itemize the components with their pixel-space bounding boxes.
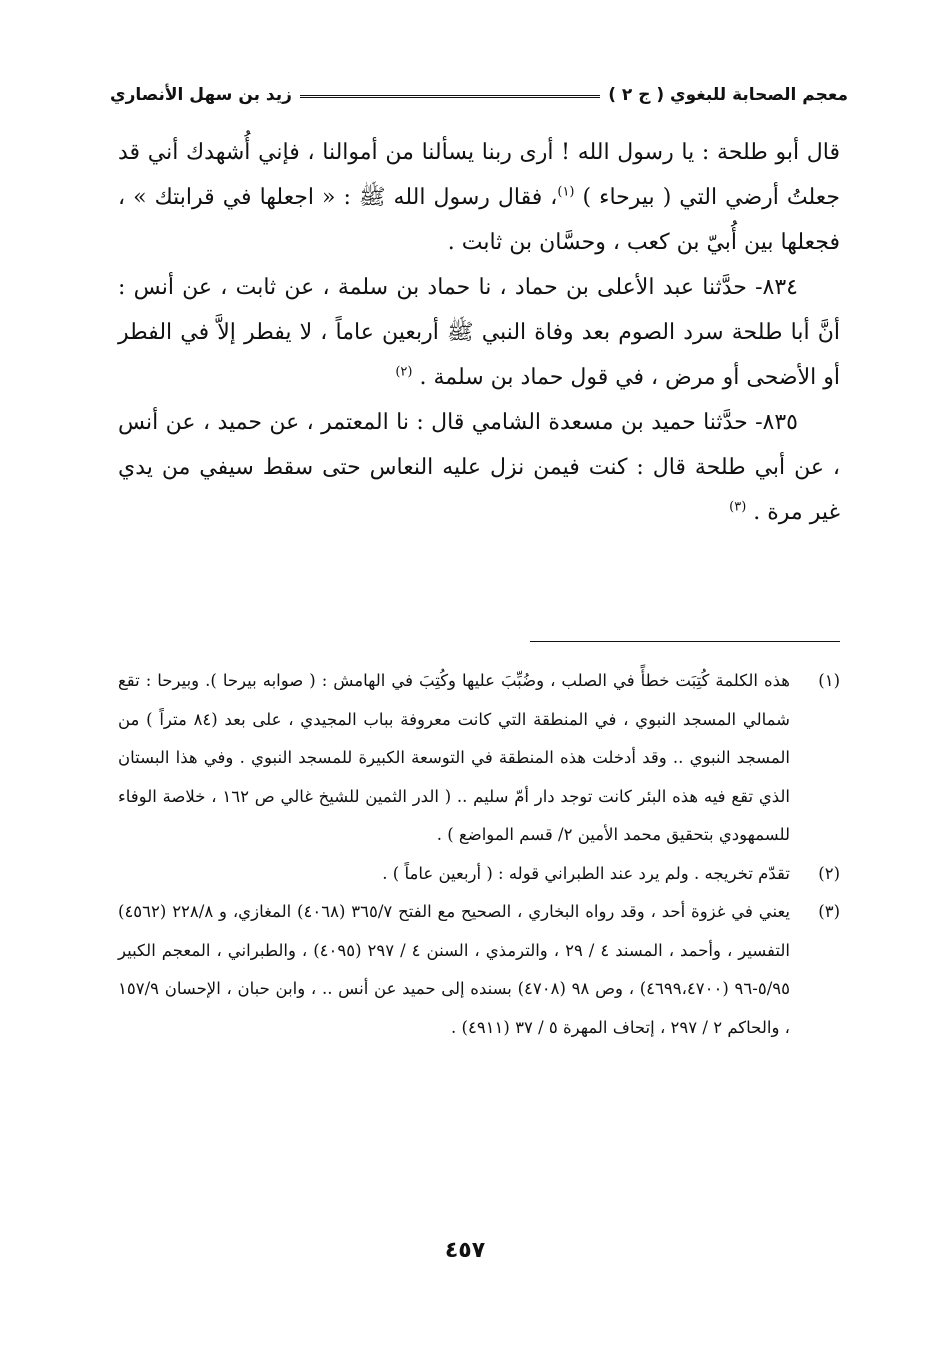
- hadith-834-text: ٨٣٤- حدَّثنا عبد الأعلى بن حماد ، نا حماد بن سلمة ، عن ثابت ، عن أنس : أنَّ أبا طلحة سرد الصوم بعد وفاة النبي ﷺ أربعين عاماً ، لا يفطر إلاَّ في الفطر أو الأضحى أو مرض ، في قول حماد بن سلمة .: [118, 275, 840, 390]
- hadith-834: [118, 265, 840, 400]
- page-number: ٤٥٧: [444, 1238, 486, 1263]
- footnote-text: هذه الكلمة كُتِبَت خطأً في الصلب ، وضُبِّبَ عليها وكُتِبَ في الهامش : ( صوابه بيرحا ). وبيرحا : تقع شمالي المسجد النبوي ، في المنطقة التي كانت معروفة بباب المجيدي ، على بعد (٨٤ متراً ) من المسجد النبوي .. وقد أدخلت هذه المنطقة في التوسعة الكبيرة للمسجد النبوي . وفي هذا البستان الذي تقع فيه هذه البئر كانت توجد دار أمّ سليم .. ( الدر الثمين للشيخ غالي ص ١٦٢ ، خلاصة الوفاء للسمهودي بتحقيق محمد الأمين ٢/ قسم المواضع ) .: [118, 671, 791, 844]
- paragraph-1: [118, 130, 840, 265]
- footnote-3: [118, 893, 840, 1047]
- header-rule: [300, 95, 600, 98]
- footnote-number: (١): [818, 671, 840, 690]
- hadith-835: [118, 400, 840, 535]
- footnote-separator: [530, 641, 840, 642]
- footnote-text: يعني في غزوة أحد ، وقد رواه البخاري ، الصحيح مع الفتح ٣٦٥/٧ (٤٠٦٨) المغازي، و ٢٢٨/٨ (٤٥٦٢) التفسير ، وأحمد ، المسند ٤ / ٢٩ ، والترمذي ، السنن ٤ / ٢٩٧ (٤٠٩٥) ، والطبراني ، المعجم الكبير ٥/٩٥-٩٦ (٤٦٩٩،٤٧٠٠) ، وص ٩٨ (٤٧٠٨) بسنده إلى حميد عن أنس .. ، وابن حبان ، الإحسان ١٥٧/٩ ، والحاكم ٢ / ٢٩٧ ، إتحاف المهرة ٥ / ٣٧ (٤٩١١) .: [118, 902, 791, 1037]
- main-text: [118, 130, 840, 535]
- footnote-number: (٢): [818, 863, 840, 883]
- footnote-ref-2: (٢): [395, 364, 413, 380]
- paragraph-1-text-cont: ، فقال رسول الله ﷺ : « اجعلها في قرابتك » ، فجعلها بين أُبيّ بن كعب ، وحسَّان بن ثابت .: [118, 185, 840, 255]
- hadith-835-text: ٨٣٥- حدَّثنا حميد بن مسعدة الشامي قال : نا المعتمر ، عن حميد ، عن أنس ، عن أبي طلحة قال : كنت فيمن نزل عليه النعاس حتى سقط سيفي من يدي غير مرة .: [118, 410, 840, 525]
- footnote-number: (٣): [818, 902, 840, 921]
- footnote-2: [118, 855, 840, 894]
- footnote-ref-1: (١): [557, 184, 575, 200]
- chapter-title: زيد بن سهل الأنصاري: [110, 85, 292, 105]
- footnote-ref-3: (٣): [729, 499, 747, 515]
- footnote-1: [118, 662, 840, 855]
- running-header: [110, 80, 848, 110]
- footnote-text: تقدّم تخريجه . ولم يرد عند الطبراني قوله : ( أربعين عاماً ) .: [382, 863, 790, 883]
- book-title: معجم الصحابة للبغوي ( ج ٢ ): [608, 85, 848, 105]
- paragraph-1-text: قال أبو طلحة : يا رسول الله ! أرى ربنا يسألنا من أموالنا ، فإني أُشهدك أني قد جعلتُ أرضي التي ( بيرحاء ): [118, 140, 840, 210]
- footnotes: [118, 662, 840, 1047]
